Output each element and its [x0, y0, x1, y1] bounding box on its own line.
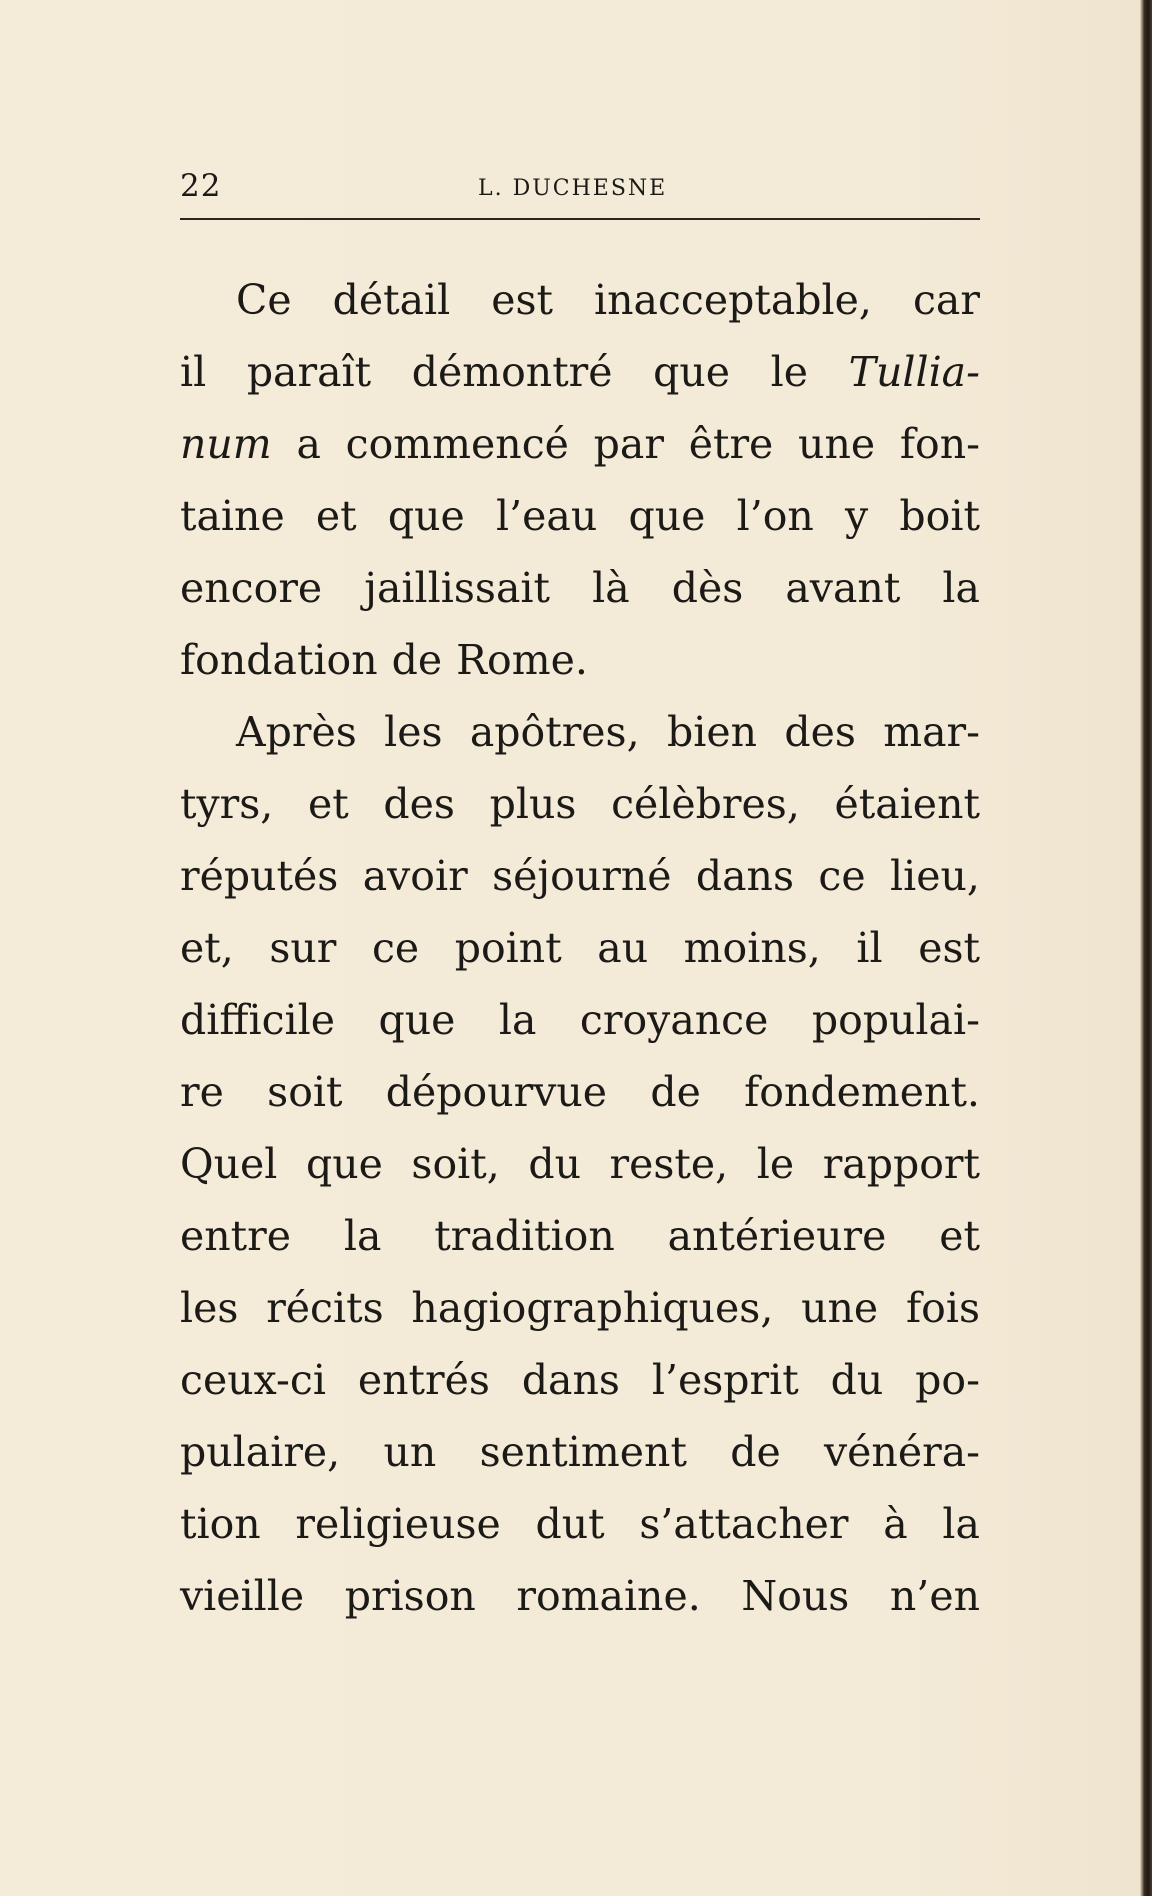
word: avant — [785, 564, 901, 612]
word: que — [653, 348, 731, 396]
word: séjourné — [492, 852, 672, 900]
word: n’en — [889, 1572, 980, 1620]
text-line — [180, 480, 980, 552]
word: boit — [899, 492, 980, 540]
word: moins, — [683, 924, 821, 972]
word: bien — [666, 708, 757, 756]
word: rapport — [822, 1140, 980, 1188]
text-line — [180, 840, 980, 912]
word: fois — [905, 1284, 980, 1332]
word: là — [592, 564, 630, 612]
word: de — [391, 636, 443, 684]
word: au — [597, 924, 649, 972]
word: être — [688, 420, 774, 468]
word: vénéra- — [824, 1428, 980, 1476]
word: Rome. — [456, 636, 588, 684]
text-line — [180, 408, 980, 480]
word: et — [939, 1212, 980, 1260]
word: que — [305, 1140, 383, 1188]
word: Quel — [180, 1140, 278, 1188]
word: entrés — [357, 1356, 490, 1404]
word: l’on — [736, 492, 814, 540]
word: dans — [521, 1356, 620, 1404]
text-line — [180, 1200, 980, 1272]
text-line — [180, 1560, 980, 1632]
word: ceux-ci — [180, 1356, 326, 1404]
body-text — [180, 264, 980, 1632]
word: le — [756, 1140, 795, 1188]
text-line — [180, 1344, 980, 1416]
word: lieu, — [890, 852, 980, 900]
word: Nous — [741, 1572, 850, 1620]
word: plus — [489, 780, 577, 828]
word: encore — [180, 564, 323, 612]
word: difficile — [180, 996, 336, 1044]
word: et, — [180, 924, 234, 972]
word: dans — [695, 852, 794, 900]
word: avoir — [362, 852, 468, 900]
word: récits — [266, 1284, 384, 1332]
word: du — [830, 1356, 884, 1404]
text-line — [180, 552, 980, 624]
word: sur — [269, 924, 337, 972]
word: l’eau — [495, 492, 598, 540]
word: fon- — [899, 420, 980, 468]
text-line — [180, 984, 980, 1056]
word: y — [845, 492, 869, 540]
word: fondation — [180, 636, 378, 684]
word: ce — [371, 924, 420, 972]
word: étaient — [834, 780, 980, 828]
word: la — [498, 996, 537, 1044]
word: num — [180, 420, 272, 468]
text-line — [180, 1056, 980, 1128]
word: à — [883, 1500, 908, 1548]
text-line — [180, 1416, 980, 1488]
word: commencé — [345, 420, 569, 468]
word: dès — [671, 564, 744, 612]
word: ce — [818, 852, 866, 900]
word: fondement. — [744, 1068, 980, 1116]
word: dut — [535, 1500, 605, 1548]
word: populai- — [811, 996, 980, 1044]
text-line — [180, 1272, 980, 1344]
word: jaillissait — [364, 564, 550, 612]
word: les — [180, 1284, 239, 1332]
word: Ce — [236, 276, 292, 324]
word: mar- — [883, 708, 980, 756]
word: tyrs, — [180, 780, 274, 828]
word: po- — [915, 1356, 980, 1404]
word: entre — [180, 1212, 292, 1260]
word: il — [180, 348, 207, 396]
word: des — [784, 708, 856, 756]
word: pulaire, — [180, 1428, 341, 1476]
word: prison — [344, 1572, 476, 1620]
word: des — [383, 780, 455, 828]
header-rule — [180, 218, 980, 220]
word: dépourvue — [385, 1068, 608, 1116]
word: tion — [180, 1500, 261, 1548]
word: et — [307, 780, 349, 828]
word: par — [593, 420, 664, 468]
word: la — [343, 1212, 382, 1260]
word: que — [628, 492, 706, 540]
word: tradition — [434, 1212, 615, 1260]
text-line — [180, 696, 980, 768]
text-line — [180, 624, 980, 696]
text-line — [180, 1488, 980, 1560]
text-line — [180, 336, 980, 408]
word: taine — [180, 492, 285, 540]
word: de — [730, 1428, 781, 1476]
page-edge — [1140, 0, 1152, 1896]
word: le — [770, 348, 809, 396]
running-head — [180, 168, 980, 208]
text-line — [180, 768, 980, 840]
word: la — [942, 1500, 980, 1548]
word: et — [315, 492, 357, 540]
text-line — [180, 912, 980, 984]
running-head-author: L. DUCHESNE — [478, 176, 668, 201]
word: s’attacher — [639, 1500, 849, 1548]
word: est — [918, 924, 980, 972]
word: point — [454, 924, 562, 972]
text-line — [180, 1128, 980, 1200]
word: sentiment — [479, 1428, 687, 1476]
word: de — [650, 1068, 701, 1116]
word: est — [491, 276, 554, 324]
word: apôtres, — [469, 708, 640, 756]
word: Tullia- — [848, 348, 980, 396]
word: paraît — [246, 348, 372, 396]
word: la — [942, 564, 980, 612]
word: inacceptable, — [593, 276, 872, 324]
page-number: 22 — [180, 168, 222, 204]
word: célèbres, — [611, 780, 800, 828]
word: vieille — [180, 1572, 305, 1620]
word: reste, — [609, 1140, 729, 1188]
word: réputés — [180, 852, 339, 900]
word: a — [296, 420, 321, 468]
word: les — [384, 708, 443, 756]
word: un — [383, 1428, 437, 1476]
word: que — [387, 492, 465, 540]
word: détail — [332, 276, 451, 324]
word: romaine. — [516, 1572, 701, 1620]
text-line — [180, 264, 980, 336]
word: antérieure — [667, 1212, 887, 1260]
word: hagiographiques, — [411, 1284, 774, 1332]
word: soit, — [411, 1140, 500, 1188]
word: Après — [236, 708, 357, 756]
word: démontré — [411, 348, 613, 396]
word: re — [180, 1068, 224, 1116]
word: que — [378, 996, 456, 1044]
word: une — [798, 420, 876, 468]
word: religieuse — [295, 1500, 501, 1548]
word: une — [801, 1284, 879, 1332]
word: croyance — [579, 996, 769, 1044]
word: il — [856, 924, 883, 972]
word: car — [912, 276, 980, 324]
word: l’esprit — [651, 1356, 799, 1404]
word: soit — [267, 1068, 343, 1116]
word: du — [528, 1140, 581, 1188]
